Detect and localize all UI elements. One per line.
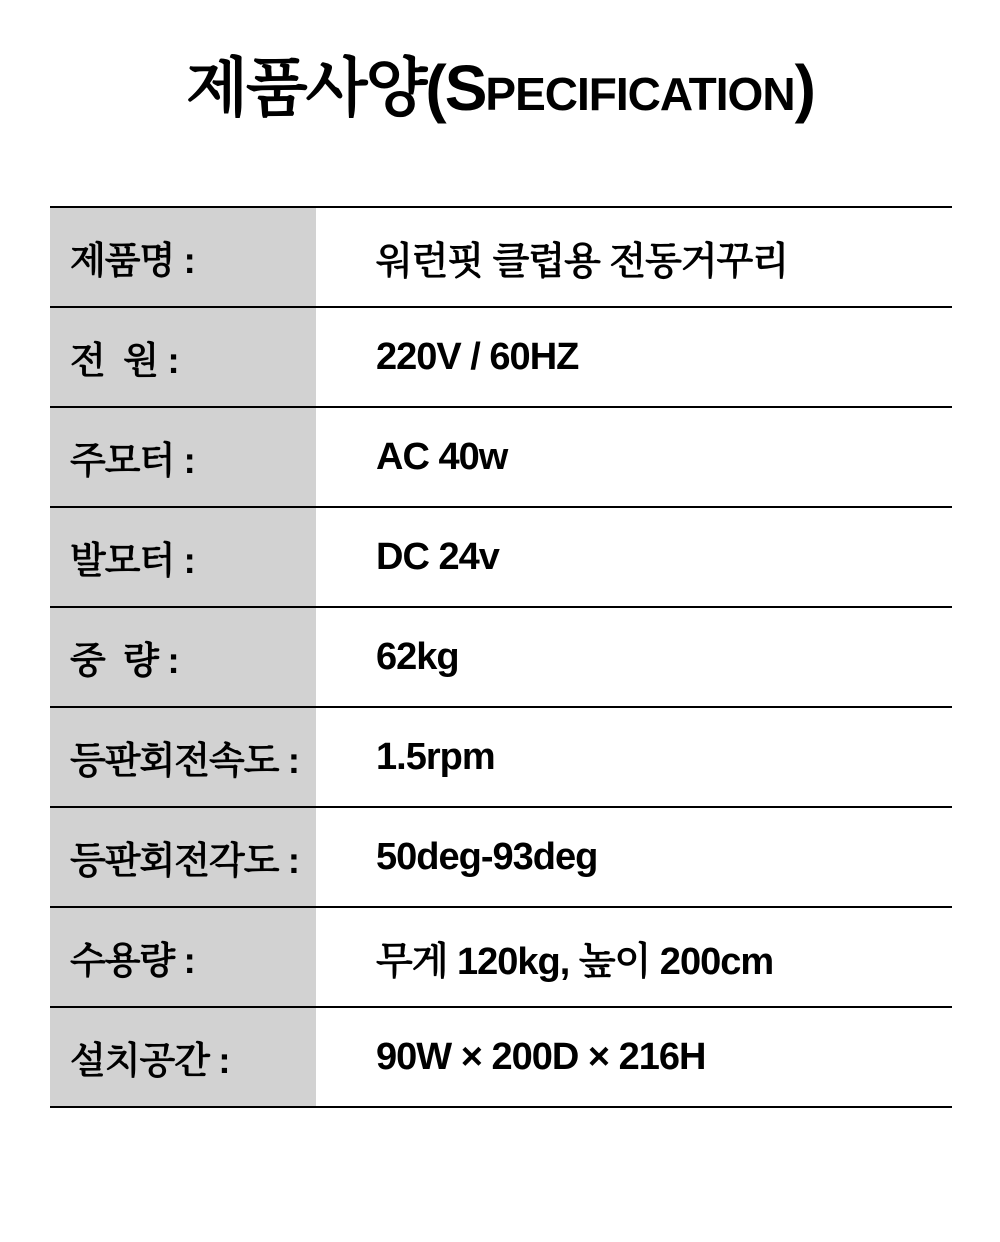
spec-value: 워런핏 클럽용 전동거꾸리 [376,240,788,283]
spec-value: 50deg-93deg [376,835,598,878]
spec-label: 등판회전속도 : [50,708,316,806]
spec-label: 중 량 : [50,608,316,706]
page-title-caps: PECIFICATION [485,68,795,120]
spec-label: 수용량 : [50,908,316,1006]
spec-value: 90W × 200D × 216H [376,1035,706,1078]
spec-value: 220V / 60HZ [376,335,579,378]
spec-label: 주모터 : [50,408,316,506]
spec-label: 등판회전각도 : [50,808,316,906]
spec-table [50,206,952,1108]
page-title [0,42,1000,140]
spec-value: 1.5rpm [376,735,495,778]
table-row-power [50,308,952,408]
spec-label: 전 원 : [50,308,316,406]
table-row-capacity [50,908,952,1008]
table-row-installation-space [50,1008,952,1108]
spec-label: 설치공간 : [50,1008,316,1106]
spec-value: 62kg [376,635,459,678]
table-row-rotation-speed [50,708,952,808]
spec-value: 무게 120kg, 높이 200cm [376,940,774,983]
spec-label: 제품명 : [50,208,316,306]
spec-label: 발모터 : [50,508,316,606]
page-title-close-paren: ) [794,52,814,124]
spec-value: AC 40w [376,435,508,478]
spec-value: DC 24v [376,535,499,578]
page-title-korean: 제품사양(S [186,52,486,124]
table-row-weight [50,608,952,708]
table-row-rotation-angle [50,808,952,908]
table-row-main-motor [50,408,952,508]
table-row-foot-motor [50,508,952,608]
table-row-product-name [50,208,952,308]
